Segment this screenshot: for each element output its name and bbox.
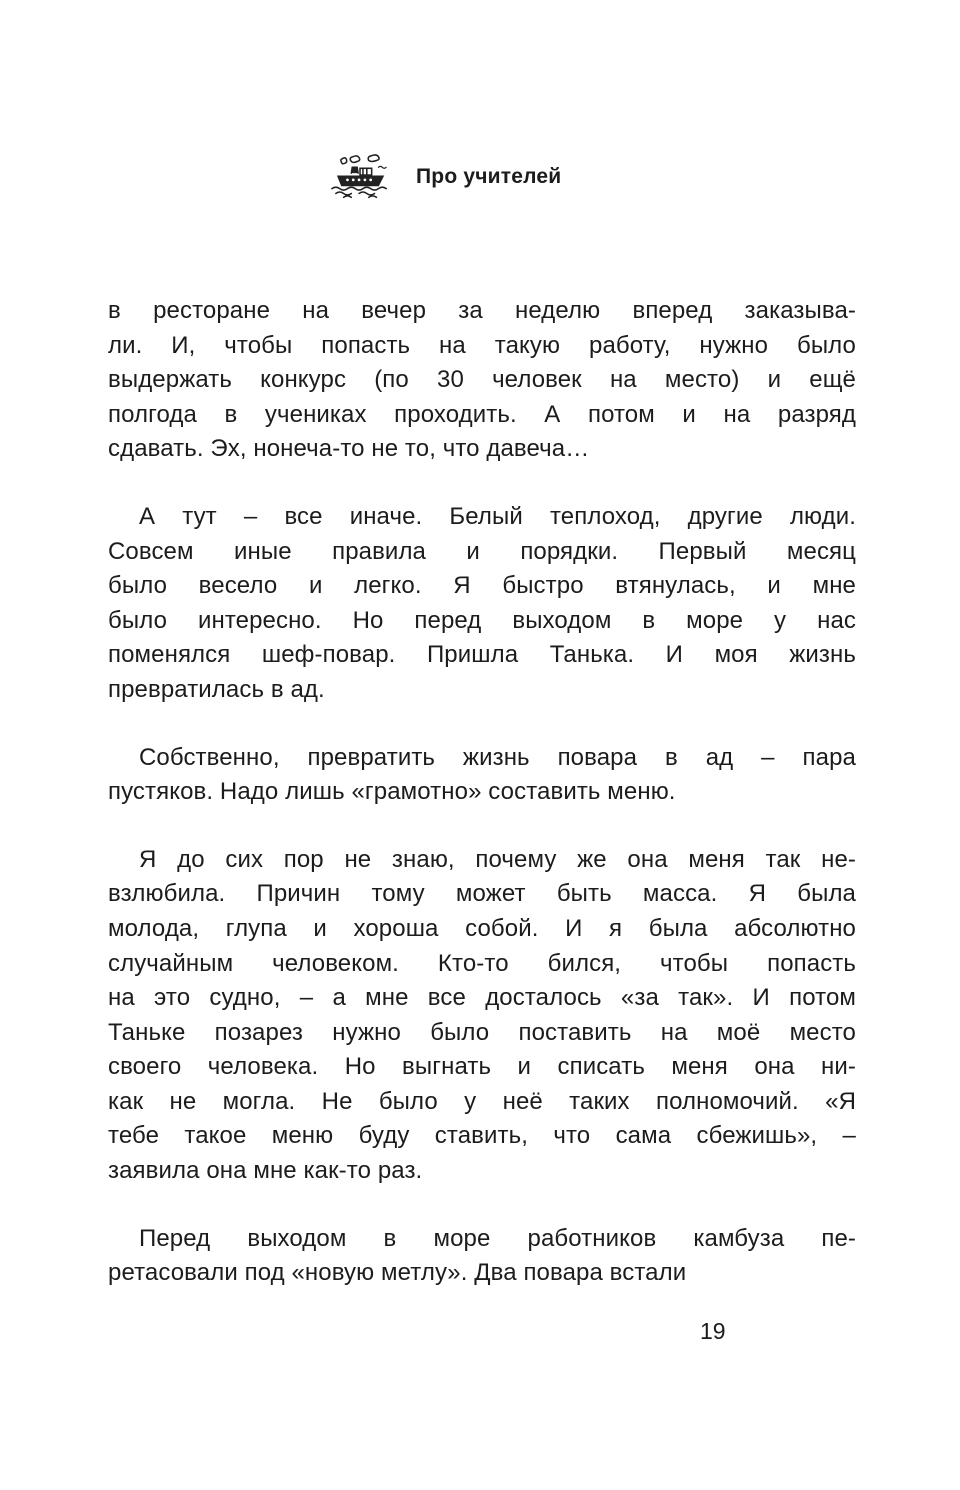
- text-line: пустяков. Надо лишь «грамотно» составить меню.: [108, 778, 676, 806]
- paragraph: [108, 1222, 856, 1291]
- text-line: Перед выходом в море работников камбуза пе-: [139, 1224, 856, 1252]
- text-line: тебе такое меню буду ставить, что сама сбежишь», –: [108, 1122, 856, 1150]
- text-line: полгода в учениках проходить. А потом и на разряд: [108, 400, 856, 428]
- text-line: своего человека. Но выгнать и списать меня она ни-: [108, 1053, 856, 1081]
- chapter-title: Про учителей: [416, 165, 562, 188]
- text-line: случайным человеком. Кто-то бился, чтобы попасть: [108, 949, 856, 977]
- paragraph: [108, 741, 856, 810]
- text-line: заявила она мне как-то раз.: [108, 1157, 423, 1185]
- text-line: ретасовали под «новую метлу». Два повара встали: [108, 1259, 687, 1287]
- body-text: [108, 294, 856, 1291]
- paragraph: [108, 843, 856, 1189]
- paragraph: [108, 294, 856, 467]
- text-line: поменялся шеф-повар. Пришла Танька. И моя жизнь: [108, 641, 856, 669]
- text-line: молода, глупа и хороша собой. И я была абсолютно: [108, 914, 856, 942]
- steamboat-icon: [330, 153, 392, 201]
- text-line: сдавать. Эх, нонеча-то не то, что давеча…: [108, 435, 590, 463]
- text-line: было интересно. Но перед выходом в море у нас: [108, 606, 856, 634]
- text-line: Совсем иные правила и порядки. Первый месяц: [108, 537, 856, 565]
- text-line: было весело и легко. Я быстро втянулась, и мне: [108, 572, 856, 600]
- text-line: как не могла. Не было у неё таких полномочий. «Я: [108, 1087, 856, 1115]
- text-line: взлюбила. Причин тому может быть масса. Я была: [108, 880, 856, 908]
- chapter-header: [330, 152, 561, 202]
- text-line: ли. И, чтобы попасть на такую работу, нужно было: [108, 331, 856, 359]
- text-line: в ресторане на вечер за неделю вперед заказыва-: [108, 297, 856, 324]
- text-line: Собственно, превратить жизнь повара в ад – пара: [139, 743, 856, 771]
- page-number: 19: [700, 1318, 726, 1344]
- text-line: А тут – все иначе. Белый теплоход, другие люди.: [139, 502, 856, 530]
- text-line: Я до сих пор не знаю, почему же она меня так не-: [139, 845, 856, 873]
- text-line: выдержать конкурс (по 30 человек на место) и ещё: [108, 366, 856, 394]
- paragraph: [108, 500, 856, 708]
- text-line: на это судно, – а мне все досталось «за так». И потом: [108, 984, 856, 1012]
- text-line: превратилась в ад.: [108, 675, 325, 703]
- text-line: Таньке позарез нужно было поставить на моё место: [108, 1018, 856, 1046]
